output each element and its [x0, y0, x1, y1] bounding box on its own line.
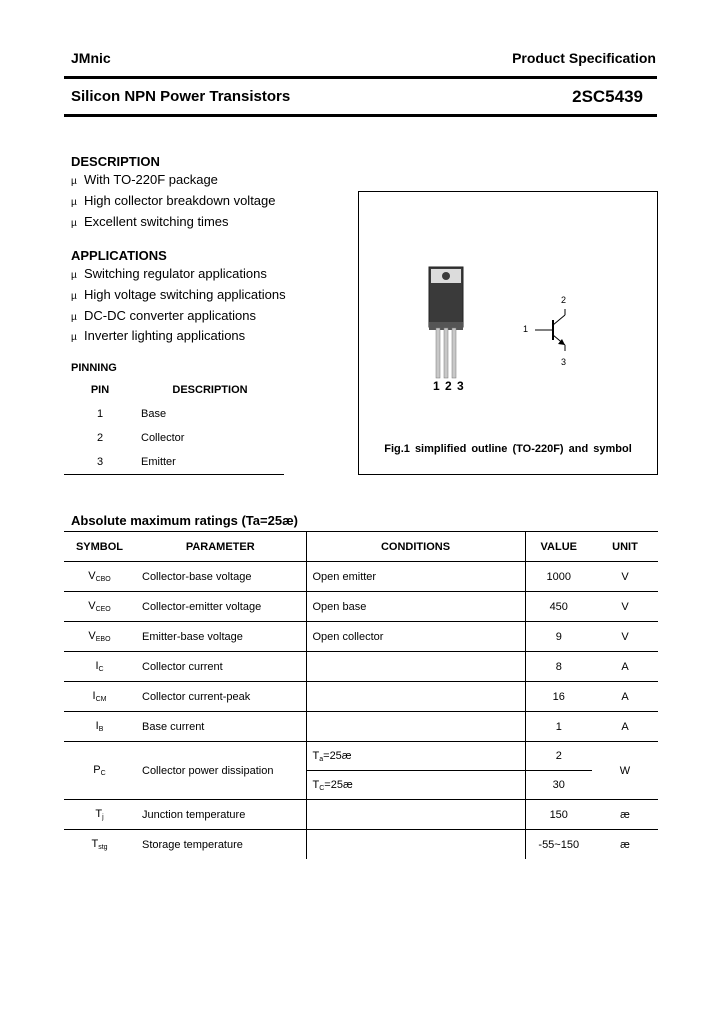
list-item: µ Excellent switching times	[71, 213, 276, 234]
conditions-column-header: CONDITIONS	[306, 532, 525, 562]
table-row	[64, 830, 658, 860]
rating-value: 9	[525, 622, 592, 652]
table-header-row	[64, 532, 658, 562]
bullet-icon: µ	[71, 332, 77, 344]
rating-unit: æ	[620, 838, 630, 851]
applications-list	[71, 265, 286, 348]
rating-parameter: Junction temperature	[135, 800, 306, 830]
rating-condition: Open base	[306, 592, 525, 622]
rating-parameter: Storage temperature	[142, 838, 243, 851]
rating-condition	[306, 830, 525, 860]
rating-unit: V	[592, 592, 658, 622]
rating-value: 450	[525, 592, 592, 622]
list-item: µ High voltage switching applications	[71, 286, 286, 307]
part-number: 2SC5439	[572, 87, 643, 106]
rating-symbol: $I_{CM}$	[64, 682, 135, 712]
symbol-pin-collector: 2	[561, 295, 567, 305]
pin-number: 1	[96, 408, 104, 420]
pin-description: Collector	[141, 432, 185, 444]
pin-description: Base	[141, 408, 167, 420]
list-item: µ High collector breakdown voltage	[71, 192, 276, 213]
bullet-icon: µ	[71, 311, 77, 323]
pin-column-header: PIN	[90, 384, 110, 396]
product-line-title: Silicon NPN Power Transistors	[71, 88, 291, 105]
rating-value: 1	[525, 712, 592, 742]
table-row	[64, 652, 658, 682]
pinning-table	[64, 378, 284, 475]
applications-heading: APPLICATIONS	[71, 248, 167, 263]
rating-condition	[306, 682, 525, 712]
bullet-icon: µ	[71, 270, 77, 281]
description-heading: DESCRIPTION	[71, 154, 160, 169]
rating-condition	[306, 652, 525, 682]
list-item: µ Switching regulator applications	[71, 265, 286, 286]
figure-box	[358, 191, 658, 475]
rating-symbol: $V_{CBO}$	[64, 562, 135, 592]
table-row	[64, 622, 658, 652]
description-list	[71, 171, 276, 233]
rating-condition: Open emitter	[306, 562, 525, 592]
table-row	[64, 682, 658, 712]
pinning-heading: PINNING	[71, 362, 117, 374]
list-item: µ With TO-220F package	[71, 171, 276, 192]
table-row	[64, 742, 658, 771]
rating-condition	[306, 712, 525, 742]
title-divider	[64, 114, 657, 117]
bullet-icon: µ	[71, 217, 77, 229]
rating-value: -55~150	[525, 830, 592, 860]
table-row	[64, 800, 658, 830]
rating-symbol: $V_{EBO}$	[64, 622, 135, 652]
package-outline-icon	[359, 192, 657, 432]
parameter-column-header: PARAMETER	[135, 532, 306, 562]
rating-symbol: $I_C$	[64, 652, 135, 682]
rating-value: 16	[525, 682, 592, 712]
rating-condition: $T_C=25æ$	[306, 771, 525, 800]
rating-parameter: Collector current-peak	[135, 682, 306, 712]
description-column-header: DESCRIPTION	[172, 384, 248, 396]
rating-value: 30	[525, 771, 592, 800]
rating-parameter: Collector current	[135, 652, 306, 682]
pin-number: 2	[96, 432, 104, 444]
rating-unit: A	[592, 652, 658, 682]
pin-description: Emitter	[136, 450, 284, 475]
list-item: µ Inverter lighting applications	[71, 327, 286, 348]
rating-unit: V	[592, 562, 658, 592]
rating-symbol: $I_B$	[64, 712, 135, 742]
rating-condition	[306, 800, 525, 830]
unit-column-header: UNIT	[592, 532, 658, 562]
ratings-title: Absolute maximum ratings (Ta=25æ)	[71, 513, 298, 528]
symbol-pin-emitter: 3	[561, 357, 567, 367]
rating-parameter: Collector-emitter voltage	[135, 592, 306, 622]
package-pin-labels: 1 2 3	[433, 379, 465, 393]
rating-symbol: $P_C$	[64, 742, 135, 800]
rating-unit: æ	[592, 800, 658, 830]
rating-unit: W	[592, 742, 658, 800]
rating-unit: A	[592, 682, 658, 712]
rating-parameter: Base current	[135, 712, 306, 742]
table-row	[64, 712, 658, 742]
rating-value: 2	[525, 742, 592, 771]
rating-symbol: $T_j$	[64, 800, 135, 830]
rating-symbol: $T_{stg}$	[91, 838, 108, 851]
figure-caption: Fig.1 simplified outline (TO-220F) and symbol	[384, 443, 632, 455]
table-row	[64, 450, 284, 475]
symbol-column-header: SYMBOL	[64, 532, 135, 562]
value-column-header: VALUE	[525, 532, 592, 562]
rating-parameter: Collector power dissipation	[135, 742, 306, 800]
rating-value: 1000	[525, 562, 592, 592]
rating-condition: $T_a=25æ$	[306, 742, 525, 771]
rating-condition: Open collector	[306, 622, 525, 652]
bullet-icon: µ	[71, 196, 77, 208]
header-divider	[64, 76, 657, 79]
table-row	[64, 426, 284, 450]
brand-name: JMnic	[71, 50, 111, 66]
rating-unit: A	[592, 712, 658, 742]
list-item: µ DC-DC converter applications	[71, 307, 286, 328]
table-row	[64, 592, 658, 622]
rating-parameter: Emitter-base voltage	[135, 622, 306, 652]
rating-symbol: $V_{CEO}$	[64, 592, 135, 622]
rating-parameter: Collector-base voltage	[135, 562, 306, 592]
pin-number: 3	[64, 450, 136, 475]
table-row	[64, 402, 284, 426]
table-row	[64, 562, 658, 592]
rating-unit: V	[592, 622, 658, 652]
rating-value: 150	[525, 800, 592, 830]
symbol-pin-base: 1	[523, 324, 529, 334]
table-header-row	[64, 378, 284, 402]
bullet-icon: µ	[71, 290, 77, 302]
ratings-table	[64, 531, 658, 859]
rating-value: 8	[525, 652, 592, 682]
document-type: Product Specification	[512, 50, 656, 66]
bullet-icon: µ	[71, 176, 77, 187]
